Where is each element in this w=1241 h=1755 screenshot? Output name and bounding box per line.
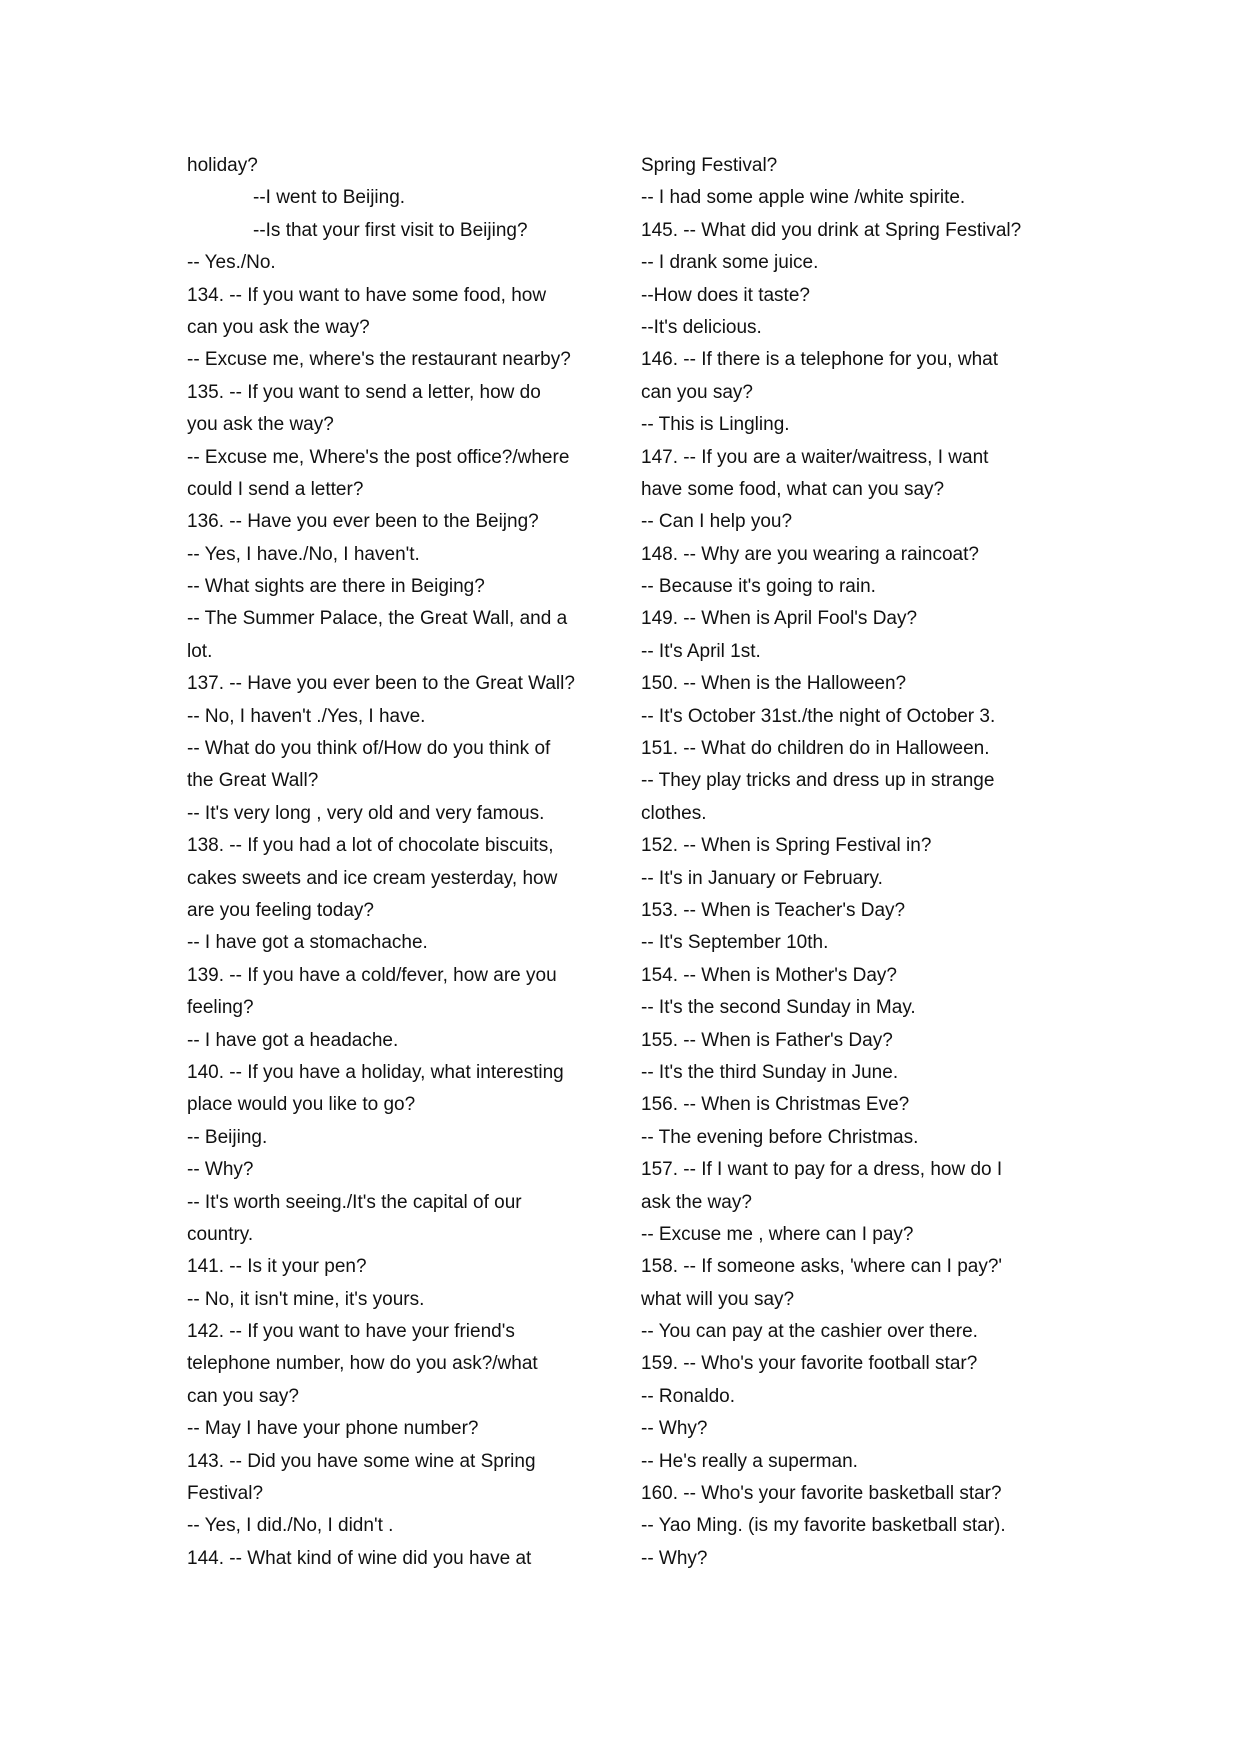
text-line: -- Beijing.: [187, 1126, 268, 1148]
text-line: lot.: [187, 640, 213, 662]
left-column: [187, 150, 607, 1575]
text-line: 157. -- If I want to pay for a dress, how do I: [641, 1159, 1003, 1181]
text-line: -- It's the third Sunday in June.: [641, 1061, 899, 1083]
text-line: -- It's September 10th.: [641, 932, 829, 954]
text-line: -- He's really a superman.: [641, 1450, 858, 1472]
text-line: 158. -- If someone asks, 'where can I pay?': [641, 1256, 1003, 1278]
right-column: [641, 150, 1061, 1575]
text-line: 153. -- When is Teacher's Day?: [641, 899, 906, 921]
text-line: -- It's worth seeing./It's the capital of our: [187, 1191, 522, 1213]
text-line: what will you say?: [641, 1288, 795, 1310]
text-line: 138. -- If you had a lot of chocolate biscuits,: [187, 835, 554, 857]
text-line: have some food, what can you say?: [641, 478, 945, 500]
text-line: 142. -- If you want to have your friend's: [187, 1321, 515, 1343]
text-line: you ask the way?: [187, 414, 334, 436]
text-line: feeling?: [187, 997, 254, 1019]
text-line: country.: [187, 1223, 254, 1245]
text-line: could I send a letter?: [187, 478, 364, 500]
text-line: 139. -- If you have a cold/fever, how are you: [187, 964, 557, 986]
text-line: can you say?: [641, 381, 753, 403]
text-line: 137. -- Have you ever been to the Great Wall?: [187, 673, 575, 695]
text-line: Spring Festival?: [641, 155, 778, 176]
text-line: --It's delicious.: [641, 316, 762, 338]
text-line: -- Yes./No.: [187, 252, 276, 274]
text-line: clothes.: [641, 802, 707, 824]
text-line: --I went to Beijing.: [253, 187, 406, 209]
text-line: 145. -- What did you drink at Spring Festival?: [641, 219, 1022, 241]
text-line: 134. -- If you want to have some food, how: [187, 284, 547, 306]
text-line: -- Yes, I did./No, I didn't .: [187, 1515, 394, 1537]
text-line: -- Yes, I have./No, I haven't.: [187, 543, 420, 565]
text-line: 150. -- When is the Halloween?: [641, 673, 907, 695]
text-line: can you ask the way?: [187, 316, 370, 338]
text-line: Festival?: [187, 1483, 264, 1505]
text-line: -- It's April 1st.: [641, 640, 761, 662]
text-line: --How does it taste?: [641, 284, 810, 306]
text-line: -- Yao Ming. (is my favorite basketball star).: [641, 1515, 1006, 1537]
text-line: -- It's the second Sunday in May.: [641, 997, 916, 1019]
text-line: -- Because it's going to rain.: [641, 576, 876, 598]
text-line: -- Excuse me , where can I pay?: [641, 1223, 914, 1245]
text-line: the Great Wall?: [187, 770, 319, 792]
text-line: -- I had some apple wine /white spirite.: [641, 187, 966, 209]
text-line: 136. -- Have you ever been to the Beijng?: [187, 511, 539, 533]
text-line: 140. -- If you have a holiday, what interesting: [187, 1061, 564, 1083]
text-line: -- I have got a stomachache.: [187, 932, 428, 954]
text-line: -- You can pay at the cashier over there.: [641, 1321, 978, 1343]
text-line: 160. -- Who's your favorite basketball star?: [641, 1483, 1002, 1505]
text-line: -- The evening before Christmas.: [641, 1126, 919, 1148]
text-line: --Is that your first visit to Beijing?: [253, 219, 528, 241]
text-line: 152. -- When is Spring Festival in?: [641, 835, 932, 857]
text-line: -- I have got a headache.: [187, 1029, 399, 1051]
text-line: 147. -- If you are a waiter/waitress, I want: [641, 446, 989, 468]
text-line: -- This is Lingling.: [641, 414, 790, 436]
text-line: place would you like to go?: [187, 1094, 416, 1116]
text-line: ask the way?: [641, 1191, 752, 1213]
text-line: can you say?: [187, 1385, 299, 1407]
text-line: 143. -- Did you have some wine at Spring: [187, 1450, 536, 1472]
text-line: 151. -- What do children do in Halloween.: [641, 738, 990, 760]
text-line: are you feeling today?: [187, 899, 374, 921]
text-line: -- No, it isn't mine, it's yours.: [187, 1288, 425, 1310]
text-line: -- Why?: [641, 1418, 708, 1440]
text-line: holiday?: [187, 155, 258, 176]
text-line: -- Why?: [187, 1159, 254, 1181]
text-line: 135. -- If you want to send a letter, how do: [187, 381, 541, 403]
text-line: -- The Summer Palace, the Great Wall, and a: [187, 608, 568, 630]
text-line: -- It's very long , very old and very famous.: [187, 802, 545, 824]
text-line: telephone number, how do you ask?/what: [187, 1353, 538, 1375]
text-line: -- Excuse me, Where's the post office?/where: [187, 446, 570, 468]
text-line: 141. -- Is it your pen?: [187, 1256, 367, 1278]
text-line: -- Why?: [641, 1547, 708, 1569]
text-line: 155. -- When is Father's Day?: [641, 1029, 893, 1051]
text-line: -- It's in January or February.: [641, 867, 883, 889]
text-line: 144. -- What kind of wine did you have at: [187, 1547, 532, 1569]
text-line: 154. -- When is Mother's Day?: [641, 964, 897, 986]
text-line: -- What do you think of/How do you think of: [187, 738, 551, 760]
text-line: -- May I have your phone number?: [187, 1418, 479, 1440]
text-line: 149. -- When is April Fool's Day?: [641, 608, 918, 630]
text-line: -- What sights are there in Beiging?: [187, 576, 485, 598]
text-line: -- Ronaldo.: [641, 1385, 735, 1407]
text-line: 156. -- When is Christmas Eve?: [641, 1094, 910, 1116]
text-line: -- It's October 31st./the night of October 3.: [641, 705, 996, 727]
text-line: -- No, I haven't ./Yes, I have.: [187, 705, 426, 727]
text-line: 159. -- Who's your favorite football star?: [641, 1353, 978, 1375]
text-line: -- Excuse me, where's the restaurant nearby?: [187, 349, 571, 371]
text-line: -- They play tricks and dress up in strange: [641, 770, 995, 792]
text-line: 146. -- If there is a telephone for you, what: [641, 349, 998, 371]
text-line: 148. -- Why are you wearing a raincoat?: [641, 543, 979, 565]
text-line: -- I drank some juice.: [641, 252, 819, 274]
text-line: cakes sweets and ice cream yesterday, how: [187, 867, 558, 889]
text-line: -- Can I help you?: [641, 511, 793, 533]
